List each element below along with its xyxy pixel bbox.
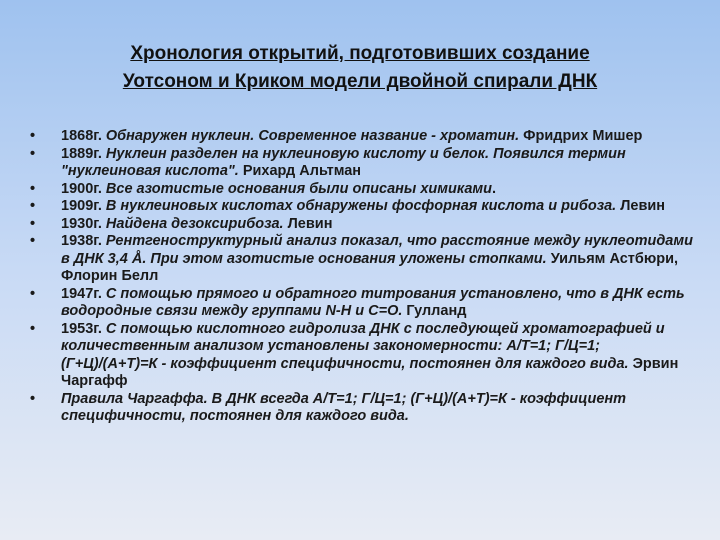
list-item (30, 198, 700, 216)
item-author: Уильям Астбюри, Флорин Белл (61, 250, 679, 284)
item-text: Нуклеин разделен на нуклеиновую кислоту и белок. Появился термин "нуклеиновая кислота". (61, 145, 626, 179)
item-text: С помощью кислотного гидролиза ДНК с последующей хроматографией и количественным анализом установлены закономерности: А/Т=1; Г/Ц=1; (Г+Ц)/(А+Т)=К - коэффициент специфичности, постоянен для каждого вида. (61, 320, 665, 372)
item-author: Гулланд (402, 303, 467, 319)
title-line-2: Уотсоном и Криком модели двойной спирали ДНК (122, 71, 598, 92)
list-item (30, 146, 700, 181)
list-item (30, 233, 700, 286)
list-item (30, 391, 700, 426)
item-text: Рентгеноструктурный анализ показал, что расстояние между нуклеотидами в ДНК 3,4 Å. При этом азотистые основания уложены стопками. (61, 233, 693, 267)
item-year: 1868г. (61, 128, 106, 144)
item-year: 1953г. (61, 320, 106, 337)
item-author: Эрвин Чаргафф (61, 355, 679, 389)
item-text: С помощью прямого и обратного титрования установлено, что в ДНК есть водородные связи между группами N-H и C=O. (61, 285, 685, 319)
item-year: 1889г. (61, 145, 106, 162)
item-author: Фридрих Мишер (519, 128, 643, 144)
item-text: Правила Чаргаффа. В ДНК всегда А/Т=1; Г/Ц=1; (Г+Ц)/(А+Т)=К - коэффициент специфичности, постоянен для каждого вида. (61, 390, 627, 424)
item-year: 1909г. (61, 198, 106, 214)
page-title (40, 40, 680, 96)
list-item (30, 128, 700, 146)
bullet-icon: • (30, 390, 36, 407)
bullet-icon: • (30, 233, 36, 249)
bullet-icon: • (30, 145, 36, 162)
item-year: 1930г. (61, 215, 106, 232)
bullet-icon: • (30, 198, 36, 214)
item-author: Рихард Альтман (238, 163, 362, 179)
list-item (30, 181, 700, 199)
list-item (30, 321, 700, 391)
item-text: Все азотистые основания были описаны химиками (105, 180, 493, 197)
bullet-icon: • (30, 320, 36, 337)
item-year: 1900г. (61, 180, 106, 197)
list-item (30, 216, 700, 234)
list-item (30, 286, 700, 321)
bullet-icon: • (30, 180, 36, 197)
timeline-list (30, 128, 700, 426)
bullet-icon: • (30, 215, 36, 232)
item-text: Найдена дезоксирибоза. (105, 215, 284, 232)
item-author: Левин (616, 198, 666, 214)
item-text: Обнаружен нуклеин. Современное название - хроматин. (105, 128, 520, 144)
bullet-icon: • (30, 285, 36, 302)
item-author: . (492, 180, 497, 197)
item-year: 1938г. (61, 233, 106, 249)
item-text: В нуклеиновых кислотах обнаружены фосфорная кислота и рибоза. (105, 198, 617, 214)
item-author: Левин (283, 215, 333, 232)
title-line-1: Хронология открытий, подготовивших создание (130, 43, 590, 64)
bullet-icon: • (30, 128, 36, 144)
item-year: 1947г. (61, 285, 106, 302)
